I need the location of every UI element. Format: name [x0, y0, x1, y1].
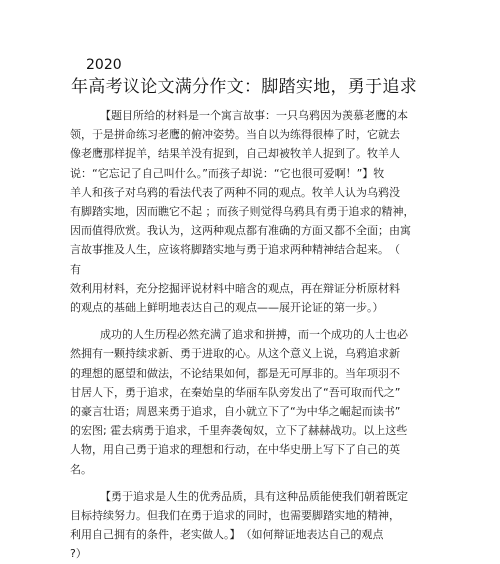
paragraph-1-line: 像老鹰那样捉羊，结果羊没有捉到，自己却被牧羊人捉到了。牧羊人 — [70, 147, 400, 161]
paragraph-1-line: 言故事推及人生，应该将脚踏实地与勇于追求两种精神结合起来。 （ — [70, 243, 400, 257]
paragraph-2-line: 然拥有一颗持续求新、勇于进取的心。从这个意义上说，乌鸦追求新 — [70, 347, 400, 361]
paragraph-2-line: 名。 — [70, 462, 92, 476]
paragraph-2-line: 的豪言壮语；周恩来勇于追求，自小就立下了“为中华之崛起而读书” — [70, 405, 401, 418]
paragraph-2-line: 人物，用自己勇于追求的理想和行动，在中华史册上写下了自己的英 — [70, 443, 400, 457]
paragraph-1-line: 的观点的基础上鲜明地表达自己的观点——展开论证的第一步。） — [70, 301, 384, 314]
paragraph-1-line: 羊人和孩子对乌鸦的看法代表了两种不同的观点。牧羊人认为乌鸦没 — [70, 185, 400, 199]
paragraph-1-line: 有 — [70, 262, 81, 276]
paragraph-1-line: 效利用材料，充分挖掘评说材料中暗含的观点，再在辩证分析原材料 — [70, 281, 400, 295]
paragraph-1-line: 有脚踏实地，因而瞧它不起 ；而孩子则觉得乌鸦具有勇于追求的精神， — [70, 205, 415, 218]
paragraph-1-line: 【题目所给的材料是一个寓言故事：一只乌鸦因为羡慕老鹰的本 — [100, 109, 408, 122]
paragraph-3-line: ?） — [70, 547, 87, 561]
paragraph-3-line: 【勇于追求是人生的优秀品质，具有这种品质能使我们朝着既定 — [100, 489, 408, 503]
document-title: 年高考议论文满分作文：脚踏实地，勇于追求 — [71, 77, 417, 97]
paragraph-2-line: 的理想的愿望和做法，不论结果如何，都是无可厚非的。当年项羽不 — [70, 366, 400, 380]
paragraph-1-line: 领，于是拼命练习老鹰的俯冲姿势。当自以为练得很棒了时，它就去 — [70, 128, 400, 142]
paragraph-2-line: 的宏图; 霍去病勇于追求，千里奔袭匈奴，立下了赫赫战功。以上这些 — [70, 424, 408, 438]
paragraph-1-line: 因而值得欣赏。我认为，这两种观点都有准确的方面又都不全面；由寓 — [70, 224, 411, 238]
paragraph-3-line: 利用自己拥有的条件，老实做人。】 （如何辩证地表达自己的观点 — [70, 528, 384, 542]
paragraph-3-line: 目标持续努力。但我们在勇于追求的同时，也需要脚踏实地的精神， — [70, 509, 400, 522]
paragraph-2-line: 成功的人生历程必然充满了追求和拼搏，而一个成功的人士也必 — [100, 328, 408, 342]
document-year: 2020 — [86, 57, 122, 73]
paragraph-1-line: 说：“它忘记了自己叫什么。”而孩子却说：“它也很可爱啊！”】牧 — [70, 166, 385, 180]
paragraph-2-line: 甘居人下，勇于追求，在秦始皇的华丽车队旁发出了“吾可取而代之” — [70, 385, 401, 399]
